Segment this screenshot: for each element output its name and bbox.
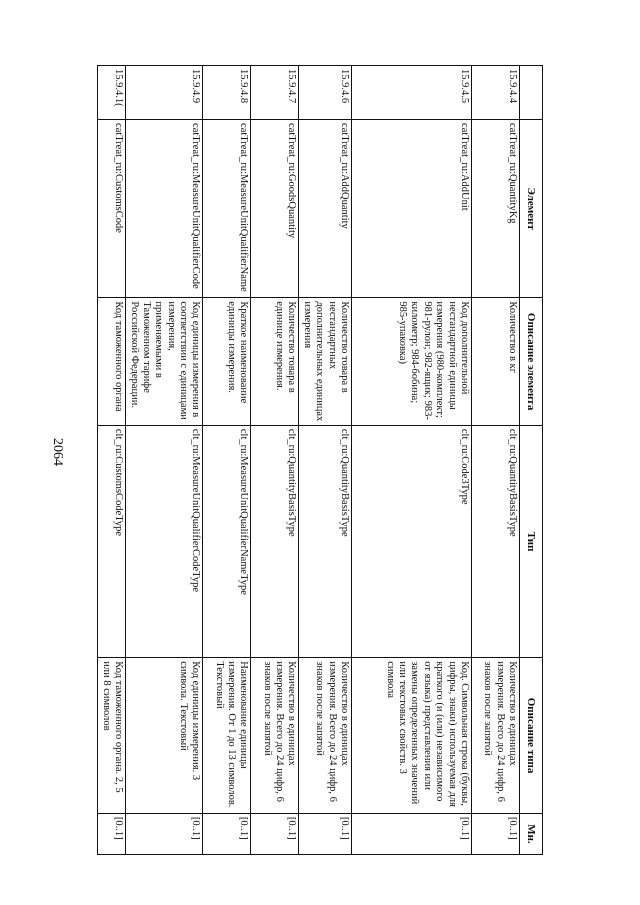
row-mn: [0..1] [203,813,251,854]
row-num: 15.9.4.7 [251,66,299,120]
row-mn: [0..1] [472,813,520,854]
row-type-desc: Количество в единицах измерения. Всего до 24 цифр, 6 знаков после запятой [299,658,352,814]
row-mn: [0..1] [126,813,203,854]
row-mn: [0..1] [352,813,472,854]
row-mn: [0..1] [98,813,126,854]
row-element: catTreat_ru:MeasureUnitQualifierName [203,120,251,298]
row-type: clt_ru:Code3Type [352,425,472,657]
row-element-desc: Количество товара в единице измерения. [251,298,299,426]
table-row [203,66,251,855]
row-type-desc: Количество в единицах измерения. Всего до 24 цифр, 6 знаков после запятой [472,658,520,814]
row-element: catTreat_ru:GoodsQuantity [251,120,299,298]
row-element-desc: Количество товара в нестандартных дополнительных единицах измерения [299,298,352,426]
row-type-desc: Код таможенного органа. 2, 5 или 8 символов [98,658,126,814]
table-row [299,66,352,855]
row-num: 15.9.4.5 [352,66,472,120]
row-element: catTreat_ru:QuantityKg [472,120,520,298]
row-element: catTreat_ru:CustomsCode [98,120,126,298]
elements-table [97,65,543,855]
row-type-desc: Код единицы измерения. 3 символа. Текстовый [126,658,203,814]
table-row [126,66,203,855]
table-row [98,66,126,855]
rotated-page [100,65,543,855]
row-type-desc: Код. Символьная строка (буквы, цифры, знаки) используемая для краткого (и (или) независимого от языка) представления или замены определенных значений или текстовых свойств. 3 символа [352,658,472,814]
row-mn: [0..1] [299,813,352,854]
table-header-row [520,66,543,855]
row-element: catTreat_ru:AddQuantity [299,120,352,298]
row-element-desc: Краткое наименование единицы измерения. [203,298,251,426]
row-element-desc: Количество в кг [472,298,520,426]
row-type: clt_ru:QuantityBasisType [251,425,299,657]
row-num: 15.9.4.9 [126,66,203,120]
row-num: 15.9.4.8 [203,66,251,120]
row-type-desc: Наименование единицы измерения. От 1 до 13 символов. Текстовый [203,658,251,814]
row-mn: [0..1] [251,813,299,854]
col-header-type: Тип [520,425,543,657]
row-type: clt_ru:QuantityBasisType [299,425,352,657]
col-header-type-desc: Описание типа [520,658,543,814]
row-element-desc: Код единицы измерения в соответствии с единицами измерения, применяемыми в Таможенном тарифе Российской Федерации. [126,298,203,426]
row-element-desc: Код дополнительной нестандартной единицы измерения (980-комплект; 981-рулон; 982-ящик; 983-километр; 984-бобина; 985-упаковка) [352,298,472,426]
col-header-num [520,66,543,120]
row-num: 15.9.4.6 [299,66,352,120]
page-number: 2064 [50,438,65,466]
table-row [472,66,520,855]
row-type: clt_ru:MeasureUnitQualifierCodeType [126,425,203,657]
table-row [251,66,299,855]
col-header-mn: Мн. [520,813,543,854]
row-type: clt_ru:CustomsCodeType [98,425,126,657]
row-element: catTreat_ru:MeasureUnitQualifierCode [126,120,203,298]
col-header-element-desc: Описание элемента [520,298,543,426]
row-num: 15.9.4.4 [472,66,520,120]
row-element-desc: Код таможенного органа [98,298,126,426]
row-type-desc: Количество в единицах измерения. Всего до 24 цифр, 6 знаков после запятой [251,658,299,814]
row-element: catTreat_ru:AddUnit [352,120,472,298]
row-num: 15.9.4.1( [98,66,126,120]
row-type: clt_ru:QuantityBasisType [472,425,520,657]
table-row [352,66,472,855]
col-header-element: Элемент [520,120,543,298]
row-type: clt_ru:MeasureUnitQualifierNameType [203,425,251,657]
